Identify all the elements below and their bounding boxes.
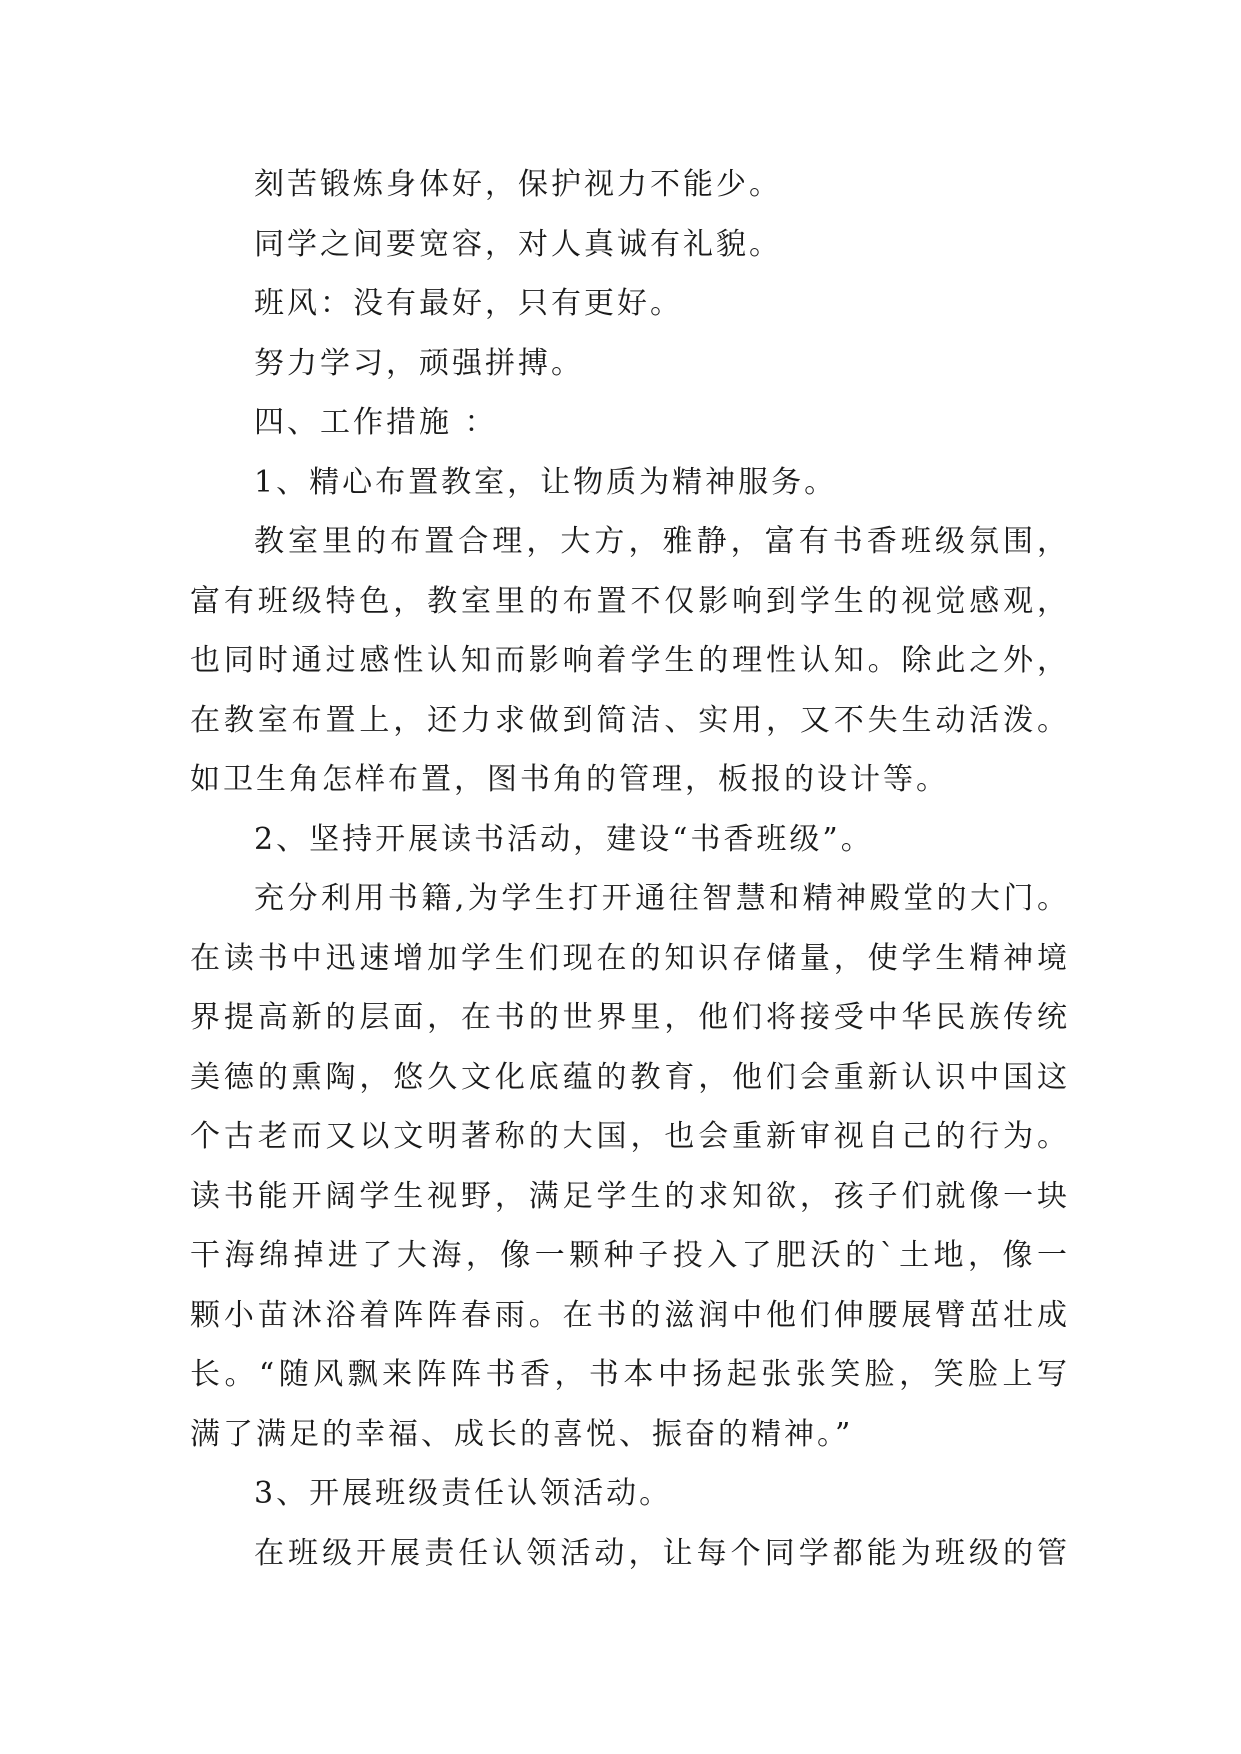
paragraph-line: 满了满足的幸福、成长的喜悦、振奋的精神。” xyxy=(190,1416,854,1452)
paragraph-line: 读书能开阔学生视野，满足学生的求知欲，孩子们就像一块 xyxy=(190,1178,1070,1214)
section-heading: 四、工作措施 ： xyxy=(254,405,498,440)
paragraph-line: 干海绵掉进了大海，像一颗种子投入了肥沃的`土地，像一 xyxy=(190,1238,1070,1273)
subsection-heading: 3、开展班级责任认领活动。 xyxy=(254,1476,673,1511)
paragraph-line: 在教室布置上，还力求做到简洁、实用，又不失生动活泼。 xyxy=(190,702,1070,738)
paragraph-line: 界提高新的层面，在书的世界里，他们将接受中华民族传统 xyxy=(190,1000,1070,1035)
paragraph-line: 美德的熏陶，悠久文化底蕴的教育，他们会重新认识中国这 xyxy=(190,1059,1070,1095)
paragraph-line: 在读书中迅速增加学生们现在的知识存储量，使学生精神境 xyxy=(190,940,1070,976)
paragraph-line: 长。“随风飘来阵阵书香，书本中扬起张张笑脸，笑脸上写 xyxy=(190,1357,1070,1392)
paragraph-line: 富有班级特色，教室里的布置不仅影响到学生的视觉感观， xyxy=(190,583,1070,619)
document-body xyxy=(190,155,1070,1583)
paragraph-line: 颗小苗沐浴着阵阵春雨。在书的滋润中他们伸腰展臂茁壮成 xyxy=(190,1297,1070,1333)
text-line: 刻苦锻炼身体好，保护视力不能少。 xyxy=(254,167,782,202)
text-line: 努力学习，顽强拼搏。 xyxy=(254,345,584,381)
paragraph-line: 教室里的布置合理，大方，雅静，富有书香班级氛围， xyxy=(254,524,1070,559)
paragraph-line: 个古老而又以文明著称的大国，也会重新审视自己的行为。 xyxy=(190,1119,1070,1154)
subsection-heading: 2、坚持开展读书活动，建设“书香班级”。 xyxy=(254,821,874,857)
text-line: 班风：没有最好，只有更好。 xyxy=(254,286,683,321)
paragraph-line: 充分利用书籍,为学生打开通往智慧和精神殿堂的大门。 xyxy=(254,881,1070,916)
text-line: 同学之间要宽容，对人真诚有礼貌。 xyxy=(254,226,782,262)
paragraph-line: 也同时通过感性认知而影响着学生的理性认知。除此之外， xyxy=(190,643,1070,678)
paragraph-line: 如卫生角怎样布置，图书角的管理，板报的设计等。 xyxy=(190,762,949,797)
paragraph-line: 在班级开展责任认领活动，让每个同学都能为班级的管 xyxy=(254,1535,1070,1571)
subsection-heading: 1、精心布置教室，让物质为精神服务。 xyxy=(254,464,838,500)
